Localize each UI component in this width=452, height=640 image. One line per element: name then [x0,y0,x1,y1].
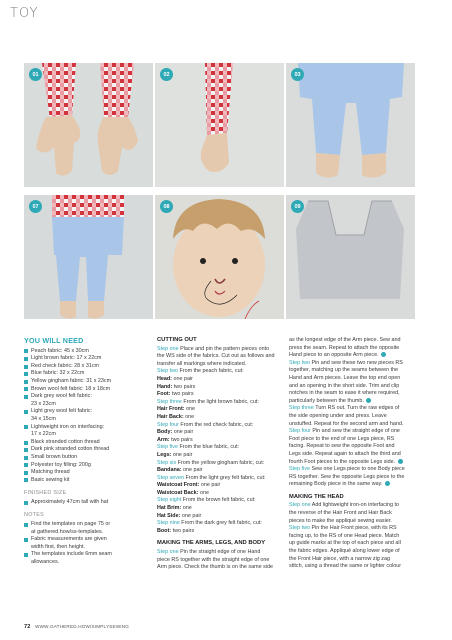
arm-pieces-illustration [24,63,153,187]
material-item: Light brown fabric: 17 x 22cm [24,355,144,363]
step-line: RS together. Sew the opposite Legs piece to the [289,473,405,480]
step-line: press the seam. Repeat to attach the opposite [289,344,400,351]
waistcoat-illustration [286,195,415,319]
step-label: Step two [289,359,310,366]
step-label: Step four [157,421,179,428]
bullet-square-icon [24,471,28,475]
cut-item: Hat Brim: one [157,505,192,512]
bullet-square-icon [24,349,28,353]
doll-face-illustration [155,195,284,319]
cut-item: Hand: two pairs [157,383,196,390]
note-item-continued: at gathered.how/ss-templates. [31,528,104,535]
step-line: the fabric edges. Appliqué along lower edge of [289,548,400,555]
step-line: Hand and Arm pieces. Leave the top end open [289,374,401,381]
cut-item: Waistcoat Front: one pair [157,482,221,489]
step-line: unstuffed. Repeat for the second arm and hand. [289,420,404,427]
step-line: Hand piece to an opposite Arm piece. [289,352,419,360]
step-line: the side opening under and press. Leave [289,412,387,419]
bullet-square-icon [24,380,28,384]
step-label: Step three [289,405,314,412]
step-label: Step five [289,466,310,473]
step-photo-02 [155,63,284,187]
step-badge: 08 [160,200,173,213]
note-item-continued: width first, then height. [31,543,85,550]
step-line: stitch, using a thread the same or lighter colour [289,563,402,570]
cut-item: Head: one pair [157,375,193,382]
making-head-heading: MAKING THE HEAD [289,493,344,500]
bullet-square-icon [24,365,28,369]
material-item-continued: 17 x 22cm [31,431,56,438]
step-badge: 03 [291,68,304,81]
material-item-continued: 34 x 15cm [31,415,56,422]
step-line: Step three From the light brown fabric, cut: [157,398,259,405]
step-line: together, matching up the seams between the [289,367,399,374]
step-line: Step five Sew one Legs piece to one Body piece [289,466,405,473]
cut-item: Hat Side: one pair [157,512,202,519]
cut-item: Waistcoat Back: one [157,489,209,496]
step-line: as the longest edge of the Arm piece. Sew and [289,337,401,343]
step-line: Step eight From the brown felt fabric, cut: [157,497,256,504]
step-label: Step three [157,398,182,405]
step-line: up guide marks at the top of each piece and all [289,540,401,547]
step-line: the Front Hair piece, with a narrow zig zag [289,555,390,562]
step-label: Step two [157,368,178,375]
cut-item: Boot: two pairs [157,527,195,534]
instructions-column [289,337,419,571]
material-item: Matching thread [24,469,144,477]
step-line: the reverse of the Hair Front and Hair Back [289,510,392,517]
step-line: the WS side of the fabrics. Cut out as follows and [157,353,275,360]
cut-item: Arm: two pairs [157,436,193,443]
step-photo-01 [24,63,153,187]
material-item: Dark pink stranded cotton thread [24,446,144,454]
material-item: Black stranded cotton thread [24,439,144,447]
bullet-square-icon [24,523,28,527]
step-label: Step one [157,549,179,556]
bullet-square-icon [24,395,28,399]
cut-item: Body: one pair [157,429,194,436]
note-item: Find the templates on page 75 or [24,521,144,529]
step-label: Step five [157,444,178,451]
website-link[interactable]: WWW.GATHERED.HOW/SIMPLYSEWING [35,624,130,629]
cutting-column [157,337,281,572]
step-line: Legs side. Repeat again to attach the third and [289,450,401,457]
material-item: Dark grey wool felt fabric: [24,393,144,401]
finished-size-item: Approximately 47cm tall with hat [24,499,144,507]
cutting-out-heading: CUTTING OUT [157,337,197,343]
body-and-legs-illustration [24,195,153,319]
step-line: Step one Add lightweight iron-on interfacing to [289,502,399,509]
step-badge: 09 [291,200,304,213]
section-tag: TOY [10,6,39,21]
step-label: Step nine [157,520,180,527]
step-line: Step seven From the light grey felt fabric, cut: [157,474,266,481]
material-item: Blue fabric: 32 x 22cm [24,370,144,378]
step-line: Arm piece. Check the thumb is on the same side [157,564,273,571]
bullet-square-icon [24,410,28,414]
bullet-square-icon [24,357,28,361]
step-photo-08 [155,195,284,319]
step-line: Step two From the peach fabric, cut: [157,368,244,375]
material-item-continued: 23 x 23cm [31,400,56,407]
sewn-arm-illustration [155,63,284,187]
step-line: fourth Foot pieces to the opposite Legs side. [289,459,419,467]
finished-size-heading: FINISHED SIZE [24,490,67,497]
step-badge: 01 [29,68,42,81]
step-line: Step four Pin and sew the straight edge of one [289,428,400,435]
bullet-square-icon [24,538,28,542]
photo-reference-icon [381,352,386,357]
step-line: piece RS together with the straight edge of one [157,556,270,563]
step-label: Step two [289,525,310,532]
step-badge: 02 [160,68,173,81]
step-line: Step four From the red check fabric, cut: [157,421,254,428]
photo-reference-icon [398,459,403,464]
page-number: 72 [24,624,31,630]
step-photo-07 [24,195,153,319]
material-item: Lightweight iron on interfacing: [24,424,144,432]
material-item: Yellow gingham fabric: 31 x 23cm [24,378,144,386]
bullet-square-icon [24,441,28,445]
photo-reference-icon [385,481,390,486]
material-item: Brown wool felt fabric: 18 x 18cm [24,386,144,394]
note-item: Fabric measurements are given [24,536,144,544]
material-item: Light grey wool felt fabric: [24,408,144,416]
arms-legs-body-heading: MAKING THE ARMS, LEGS, AND BODY [157,540,266,547]
step-line: Step six From the yellow gingham fabric, cut: [157,459,265,466]
step-line: transfer all markings where indicated. [157,360,247,367]
note-item-continued: allowances. [31,559,60,566]
step-line: Step three Turn RS out. Turn the raw edges of [289,405,400,412]
materials-column [24,337,144,567]
step-line: Step two Pin the Hair Front piece, with its RS [289,525,397,532]
step-label: Step one [157,345,179,352]
step-photo-09 [286,195,415,319]
page-footer [24,624,129,630]
step-line: pieces to make the appliqué sewing easier. [289,517,392,524]
bullet-square-icon [24,463,28,467]
bullet-square-icon [24,448,28,452]
step-label: Step four [289,428,311,435]
step-line: Foot piece to the end of one Legs piece, RS [289,435,395,442]
step-photo-03 [286,63,415,187]
step-line: facing. Repeat to sew the opposite Foot and [289,443,395,450]
note-item: The templates include 6mm seam [24,551,144,559]
material-item: Peach fabric: 45 x 30cm [24,348,144,356]
material-item: Small brown button [24,454,144,462]
step-label: Step six [157,459,177,466]
cut-item: Legs: one pair [157,451,193,458]
legs-with-feet-illustration [286,63,415,187]
step-badge: 07 [29,200,42,213]
bullet-square-icon [24,425,28,429]
step-line: and an opening in the short side. Trim and clip [289,382,400,389]
step-line: Step one Place and pin the pattern pieces onto [157,345,270,352]
step-label: Step one [289,502,311,509]
cut-item: Hair Front: one [157,406,196,413]
bullet-square-icon [24,501,28,505]
step-label: Step eight [157,497,182,504]
step-label: Step seven [157,474,184,481]
bullet-square-icon [24,553,28,557]
step-line: Step one Pin the straight edge of one Hand [157,549,261,556]
cut-item: Bandana: one pair [157,467,203,474]
step-line: Step nine From the dark grey felt fabric, cut: [157,520,262,527]
bullet-square-icon [24,478,28,482]
you-will-need-heading: YOU WILL NEED [24,336,84,345]
step-line: particularly between the thumb. [289,398,419,406]
material-item: Polyester toy filling: 200g [24,462,144,470]
photo-reference-icon [366,398,371,403]
step-line: Step two Pin and sew these two new pieces RS [289,359,403,366]
cut-item: Foot: two pairs [157,391,194,398]
bullet-square-icon [24,456,28,460]
material-item: Red check fabric: 28 x 31cm [24,363,144,371]
step-line: notches in the seam to ease it where required, [289,390,400,397]
step-line: facing up, to the RS of one Head piece. Match [289,532,400,539]
bullet-square-icon [24,372,28,376]
cut-item: Hair Back: one [157,413,195,420]
step-line: Step five From the blue fabric, cut: [157,444,240,451]
notes-heading: NOTES [24,512,45,519]
material-item: Basic sewing kit [24,477,144,485]
step-line: remaining Body piece in the same way. [289,481,419,489]
bullet-square-icon [24,387,28,391]
